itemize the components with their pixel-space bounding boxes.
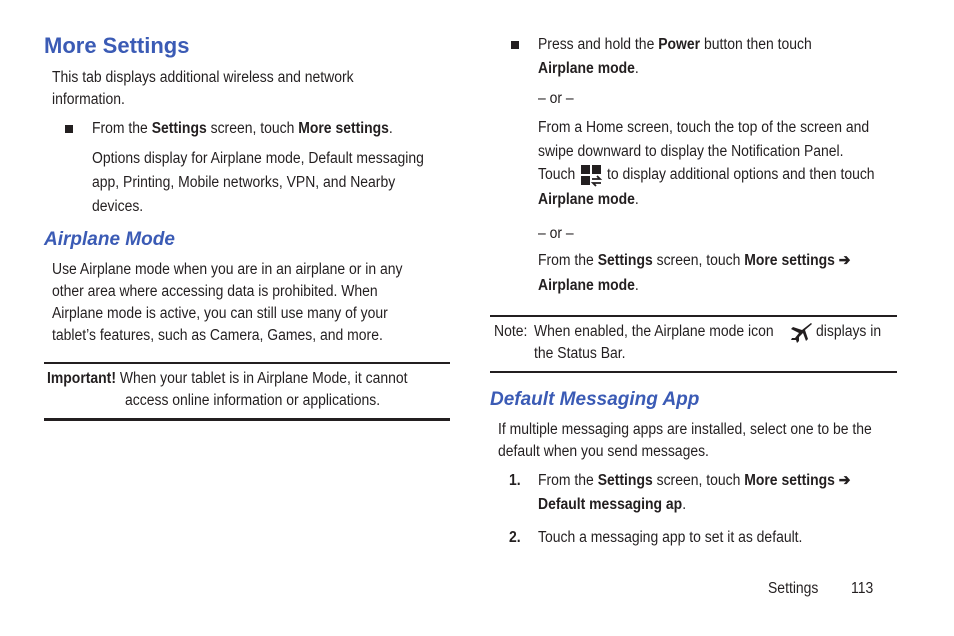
power-bullet-line-1: Press and hold the Power button then touch: [538, 36, 812, 53]
intro-line-1: This tab displays additional wireless and network: [52, 69, 354, 86]
bullet-square-icon: [65, 125, 73, 133]
from-settings-line-2: Airplane mode.: [538, 277, 639, 294]
default-messaging-paragraph: If multiple messaging apps are installed, select one to be the default when you send messages.: [498, 421, 872, 460]
step-2-number: 2.: [509, 529, 521, 546]
or-separator-1: – or –: [538, 90, 574, 107]
power-bullet-line-2: Airplane mode.: [538, 60, 639, 77]
options-paragraph: Options display for Airplane mode, Default messaging app, Printing, Mobile networks, VPN, and Nearby devices.: [92, 150, 424, 215]
important-note-line-2: access online information or applications.: [125, 392, 381, 409]
touch-line-pre: Touch: [538, 166, 576, 183]
note-line-1-post: displays in: [816, 323, 882, 340]
or-separator-2: – or –: [538, 225, 574, 242]
page-title: More Settings: [44, 33, 190, 58]
step-1-line-2: Default messaging ap.: [538, 496, 687, 513]
intro-line-2: information.: [52, 91, 125, 108]
note-line-1-pre: When enabled, the Airplane mode icon: [534, 323, 774, 340]
airplane-mode-paragraph: Use Airplane mode when you are in an airplane or in any other area where accessing data is prohibited. When Airplane mode is active, you can still use many of your tablet’s features, such as Camera, Games, and more.: [52, 261, 403, 344]
bullet-settings-more: From the Settings screen, touch More settings.: [92, 120, 393, 137]
airplane-mode-heading: Airplane Mode: [44, 229, 175, 250]
note-line-2: the Status Bar.: [534, 345, 626, 362]
important-top-rule: [44, 362, 450, 364]
quick-settings-grid-icon: [580, 164, 604, 188]
important-bottom-rule: [44, 418, 450, 421]
important-note-line-1: Important! When your tablet is in Airplane Mode, it cannot: [47, 370, 408, 387]
from-settings-line-1: From the Settings screen, touch More settings ➔: [538, 252, 851, 269]
note-bottom-rule: [490, 371, 897, 373]
home-screen-paragraph: From a Home screen, touch the top of the screen and swipe downward to display the Notification Panel.: [538, 119, 870, 160]
touch-line-post: to display additional options and then touch: [607, 166, 875, 183]
airplane-mode-bold-line: Airplane mode.: [538, 191, 639, 208]
step-1-number: 1.: [509, 472, 521, 489]
footer-page-number: 113: [851, 580, 874, 597]
default-messaging-heading: Default Messaging App: [490, 389, 700, 410]
airplane-icon: [789, 321, 813, 343]
step-2-text: Touch a messaging app to set it as default.: [538, 529, 803, 546]
bullet-square-icon: [511, 41, 519, 49]
note-label: Note:: [494, 323, 528, 340]
step-1-line-1: From the Settings screen, touch More settings ➔: [538, 472, 851, 489]
note-top-rule: [490, 315, 897, 317]
footer-section: Settings: [768, 580, 819, 597]
